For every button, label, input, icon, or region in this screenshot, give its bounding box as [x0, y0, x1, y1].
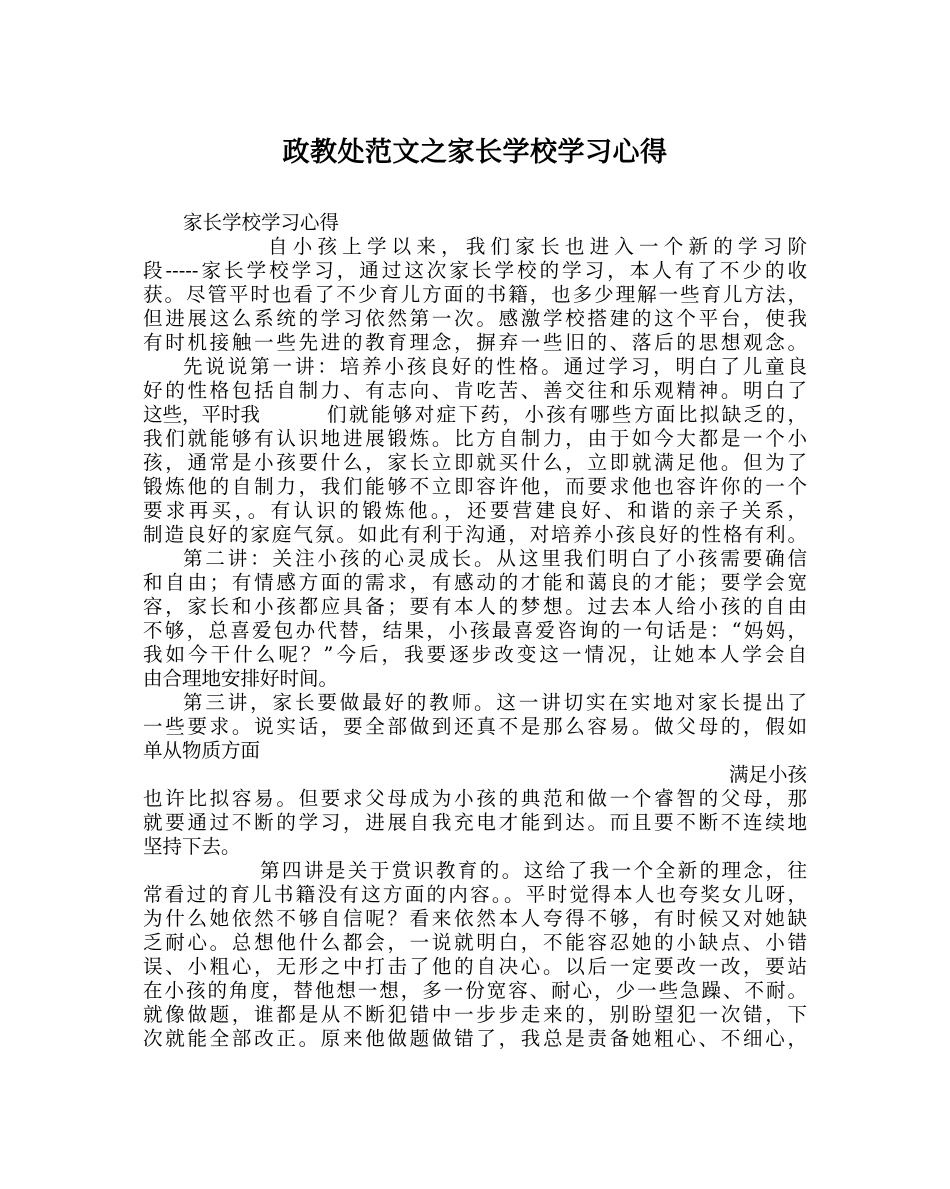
text-line: 不够，总喜爱包办代替，结果，小孩最喜爱咨询的一句话是：“妈妈， — [143, 619, 807, 642]
text-line: 这些，平时我 — [143, 403, 261, 426]
text-line: 第三讲，家长要做最好的教师。这一讲切实在实地对家长提出了 — [183, 691, 807, 714]
text-line: 在小孩的角度，替他想一想，多一份宽容、耐心，少一些急躁、不耐。 — [143, 979, 807, 1002]
text-line: 我们就能够有认识地进展锻炼。比方自制力，由于如今大都是一个小 — [143, 427, 807, 450]
text-line: 误、小粗心，无形之中打击了他的自决心。以后一定要改一改，要站 — [143, 955, 807, 978]
text-line: 第二讲：关注小孩的心灵成长。从这里我们明白了小孩需要确信 — [183, 547, 807, 570]
text-line: 段-----家长学校学习，通过这次家长学校的学习，本人有了不少的收 — [143, 259, 807, 282]
text-line: 为什么她依然不够自信呢？看来依然本人夸得不够，有时候又对她缺 — [143, 907, 807, 930]
text-line: 获。尽管平时也看了不少育儿方面的书籍，也多少理解一些育儿方法， — [143, 283, 807, 306]
text-line: 第四讲是关于赏识教育的。这给了我一个全新的理念，往 — [260, 859, 807, 882]
text-line: 就像做题，谁都是从不断犯错中一步步走来的，别盼望犯一次错，下 — [143, 1003, 807, 1026]
text-line: 制造良好的家庭气氛。如此有利于沟通，对培养小孩良好的性格有利。 — [143, 523, 807, 546]
text-line: 自小孩上学以来，我们家长也进入一个新的学习阶 — [268, 235, 807, 258]
text-line: 常看过的育儿书籍没有这方面的内容。。平时觉得本人也夸奖女儿呀， — [143, 883, 807, 906]
text-line: 也许比拟容易。但要求父母成为小孩的典范和做一个睿智的父母，那 — [143, 787, 807, 810]
text-line: 坚持下去。 — [143, 835, 241, 858]
text-line: 单从物质方面 — [143, 739, 261, 762]
text-line: 就要通过不断的学习，进展自我充电才能到达。而且要不断不连续地 — [143, 811, 807, 834]
text-line: 乏耐心。总想他什么都会，一说就明白，不能容忍她的小缺点、小错 — [143, 931, 807, 954]
text-line: 一些要求。说实话，要全部做到还真不是那么容易。做父母的，假如 — [143, 715, 807, 738]
text-line: 们就能够对症下药，小孩有哪些方面比拟缺乏的， — [327, 403, 807, 426]
text-line: 好的性格包括自制力、有志向、肯吃苦、善交往和乐观精神。明白了 — [143, 379, 807, 402]
text-line: 容，家长和小孩都应具备；要有本人的梦想。过去本人给小孩的自由 — [143, 595, 807, 618]
text-line: 先说说第一讲：培养小孩良好的性格。通过学习，明白了儿童良 — [183, 355, 807, 378]
text-line: 锻炼他的自制力，我们能够不立即容许他，而要求他也容许你的一个 — [143, 475, 807, 498]
text-line: 要求再买，。有认识的锻炼他。，还要营建良好、和谐的亲子关系， — [143, 499, 807, 522]
text-line: 和自由；有情感方面的需求，有感动的才能和蔼良的才能；要学会宽 — [143, 571, 807, 594]
text-line: 由合理地安排好时间。 — [143, 667, 339, 690]
text-line: 家长学校学习心得 — [183, 211, 340, 234]
text-line: 但进展这么系统的学习依然第一次。感激学校搭建的这个平台，使我 — [143, 307, 807, 330]
text-line: 我如今干什么呢？”今后，我要逐步改变这一情况，让她本人学会自 — [143, 643, 807, 666]
text-line: 满足小孩 — [728, 763, 807, 786]
document-title: 政教处范文之家长学校学习心得 — [282, 137, 668, 168]
text-line: 孩，通常是小孩要什么，家长立即就买什么，立即就满足他。但为了 — [143, 451, 807, 474]
text-line: 有时机接触一些先进的教育理念，摒弃一些旧的、落后的思想观念。 — [143, 331, 807, 354]
text-line: 次就能全部改正。原来他做题做错了，我总是责备她粗心、不细心， — [143, 1027, 807, 1050]
